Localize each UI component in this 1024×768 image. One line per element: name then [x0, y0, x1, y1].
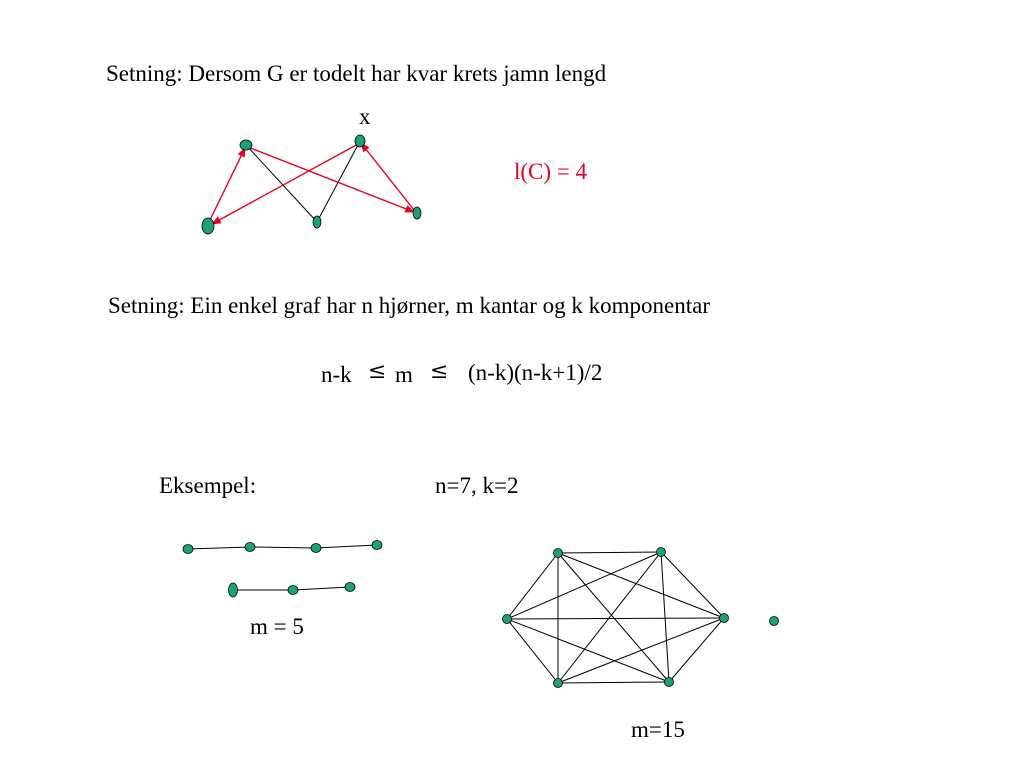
theorem-edges-text: Setning: Ein enkel graf har n hjørner, m kantar og k komponentar — [108, 293, 711, 318]
vertex-x — [355, 135, 365, 147]
vertex — [229, 583, 238, 597]
edge — [507, 618, 724, 619]
vertex — [183, 545, 193, 554]
edge — [661, 552, 669, 682]
edge — [558, 618, 724, 683]
leq-symbol-2: ≤ — [430, 359, 449, 384]
edge — [669, 618, 724, 682]
edge — [558, 682, 669, 683]
vertex — [345, 583, 355, 592]
complete-edge-count: m=15 — [631, 717, 685, 742]
vertex — [554, 679, 563, 688]
path-component-1 — [188, 545, 377, 549]
cycle-edge-arrow — [212, 144, 358, 224]
example-label: Eksempel: — [159, 473, 257, 498]
edge — [507, 552, 661, 619]
isolated-vertex — [770, 617, 779, 626]
cycle-length-label: l(C) = 4 — [514, 159, 588, 184]
edge — [558, 552, 661, 553]
plain-edge — [246, 145, 317, 222]
inequality-right: (n-k)(n-k+1)/2 — [468, 360, 603, 385]
vertex — [503, 615, 512, 624]
inequality-middle: m — [395, 362, 413, 387]
forest-edge-count: m = 5 — [250, 614, 304, 639]
leq-symbol-1: ≤ — [368, 359, 387, 384]
inequality-left: n-k — [321, 362, 352, 387]
plain-edge — [317, 141, 360, 222]
vertex — [202, 218, 214, 234]
theorem-bipartite-text: Setning: Dersom G er todelt har kvar krets jamn lengd — [106, 61, 607, 86]
edge — [661, 552, 724, 618]
vertex — [665, 678, 674, 687]
complete-graph — [503, 548, 779, 688]
vertex — [245, 543, 255, 552]
example-params: n=7, k=2 — [435, 473, 519, 498]
vertex — [657, 548, 666, 557]
edge — [507, 619, 669, 682]
vertex — [554, 549, 563, 558]
forest-graph — [183, 541, 382, 598]
vertex — [372, 541, 382, 550]
edge — [507, 553, 558, 619]
vertex — [311, 544, 321, 553]
vertex-label-x: x — [359, 104, 371, 129]
cycle-edge-arrow — [361, 143, 414, 210]
vertex — [288, 586, 298, 595]
vertex — [313, 216, 321, 228]
vertex — [413, 207, 421, 219]
bipartite-graph — [202, 135, 421, 234]
cycle-edge-arrow — [209, 148, 245, 222]
vertex — [720, 614, 729, 623]
vertex — [240, 140, 252, 150]
